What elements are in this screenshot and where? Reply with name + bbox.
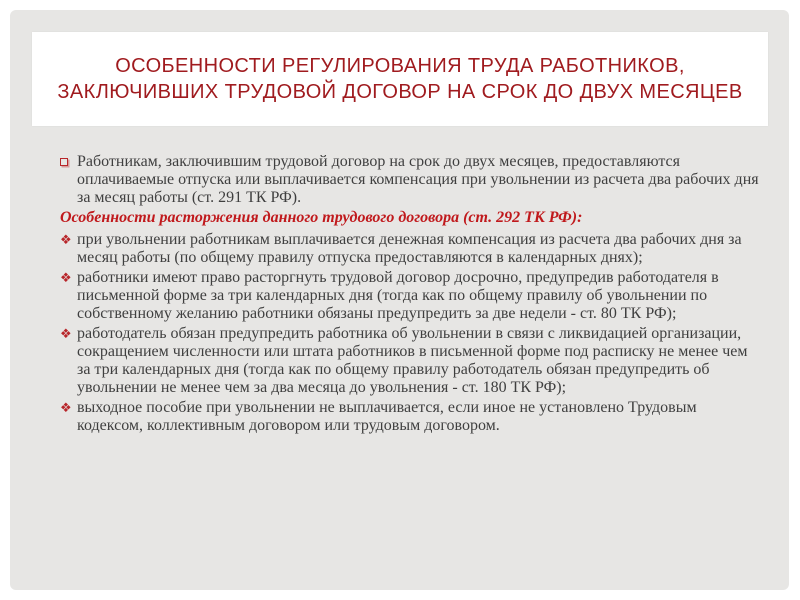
intro-paragraph bbox=[60, 153, 760, 207]
list-item bbox=[60, 231, 760, 267]
square-bullet-icon bbox=[60, 153, 74, 171]
list-item-text: работники имеют право расторгнуть трудовой договор досрочно, предупредив работодателя в письменной форме за три календарных дня (тогда как по общему правилу об увольнении по собственному желанию работники обязаны предупредить за две недели - ст. 80 ТК РФ); bbox=[77, 269, 719, 322]
list-item bbox=[60, 269, 760, 323]
diamond-bullet-icon: ❖ bbox=[60, 326, 72, 341]
title-box bbox=[32, 32, 768, 126]
intro-text: Работникам, заключившим трудовой договор на срок до двух месяцев, предоставляются оплачиваемые отпуска или выплачивается компенсация при увольнении из расчета два рабочих дня за месяц работы (ст. 291 ТК РФ). bbox=[77, 153, 759, 206]
slide-title: ОСОБЕННОСТИ РЕГУЛИРОВАНИЯ ТРУДА РАБОТНИКОВ, ЗАКЛЮЧИВШИХ ТРУДОВОЙ ДОГОВОР НА СРОК ДО ДВУХ МЕСЯЦЕВ bbox=[57, 55, 743, 103]
list-item-text: выходное пособие при увольнении не выплачивается, если иное не установлено Трудовым кодексом, коллективным договором или трудовым договором. bbox=[77, 399, 697, 434]
slide-content bbox=[60, 153, 760, 437]
list-item bbox=[60, 399, 760, 435]
diamond-bullet-icon: ❖ bbox=[60, 232, 72, 247]
list-item-text: работодатель обязан предупредить работника об увольнении в связи с ликвидацией организации, сокращением численности или штата работников в письменной форме под расписку не менее чем за три календарных дня (тогда как по общему правилу работодатель обязан предупредить об увольнении не менее чем за два месяца до увольнения - ст. 180 ТК РФ); bbox=[77, 325, 748, 396]
diamond-bullet-icon: ❖ bbox=[60, 400, 72, 415]
subheading: Особенности расторжения данного трудового договора (ст. 292 ТК РФ): bbox=[60, 209, 583, 226]
list-item bbox=[60, 325, 760, 397]
diamond-bullet-icon: ❖ bbox=[60, 270, 72, 285]
list-item-text: при увольнении работникам выплачивается денежная компенсация из расчета два рабочих дня за месяц работы (по общему правилу отпуска предоставляются в календарных днях); bbox=[77, 231, 742, 266]
